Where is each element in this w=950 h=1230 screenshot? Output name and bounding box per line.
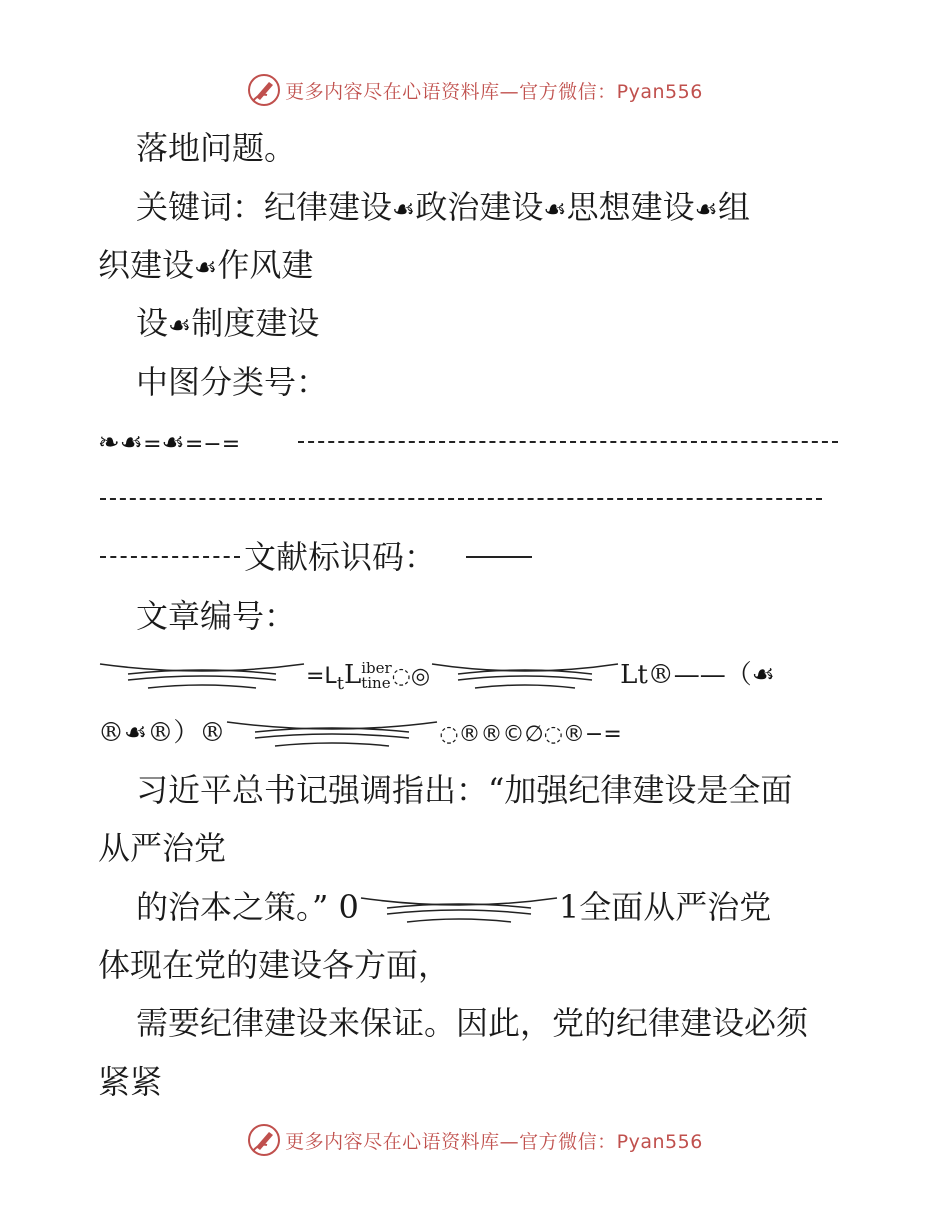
ornament-icon: ☙ [392,195,416,225]
wave-glyph-icon [430,658,620,694]
ornament-icon: ☙ [161,428,185,458]
garbled-line: $=L_tL$ iber tine ◌◎ Lt®——（☙ [98,655,775,704]
keywords-line: 织建设☙作风建 [98,245,313,288]
ornament-icon: ❧☙ [98,428,144,458]
ornament-icon: ☙ [124,718,148,748]
header-watermark [0,70,950,110]
wave-glyph-icon [98,658,306,694]
pen-logo-icon [247,73,281,107]
ornament-icon: ☙ [751,660,776,690]
rule-line [100,498,822,500]
rule-line [466,556,532,558]
keywords-line: 关键词：纪律建设☙政治建设☙思想建设☙组 [136,187,750,230]
footer-watermark [0,1120,950,1160]
doc-id-label: 文献标识码： [244,538,437,576]
text-line: 从严治党 [98,829,227,867]
watermark-text: 更多内容尽在心语资料库—官方微信：Pyan556 [285,80,703,103]
keywords-line: 设☙制度建设 [136,303,319,346]
text-line: 体现在党的建设各方面， [98,946,451,984]
garbled-line: ®☙®）® ◌®®©∅◌®−= [98,713,622,755]
wave-glyph-icon [359,892,559,928]
article-number-label: 文章编号： [136,597,297,635]
pen-logo-icon [247,1123,281,1157]
text-line: 的治本之策。” 0 1全面从严治党 [136,888,772,926]
text-line: 落地问题。 [136,129,297,167]
text-line: 需要纪律建设来保证。因此，党的纪律建设必须 [136,1004,809,1042]
ornament-row: ❧☙=☙=−= [98,420,240,465]
text-line: 紧紧 [98,1063,163,1101]
ornament-icon: ☙ [168,311,192,341]
ornament-icon: ☙ [694,195,718,225]
wave-glyph-icon [225,716,439,752]
ornament-icon: ☙ [543,195,567,225]
watermark-text: 更多内容尽在心语资料库—官方微信：Pyan556 [285,1130,703,1153]
text-line: 习近平总书记强调指出：“加强纪律建设是全面 [136,771,793,809]
rule-line [298,441,838,443]
rule-line [100,556,240,558]
clc-label: 中图分类号： [136,363,329,401]
ornament-icon: ☙ [194,253,218,283]
